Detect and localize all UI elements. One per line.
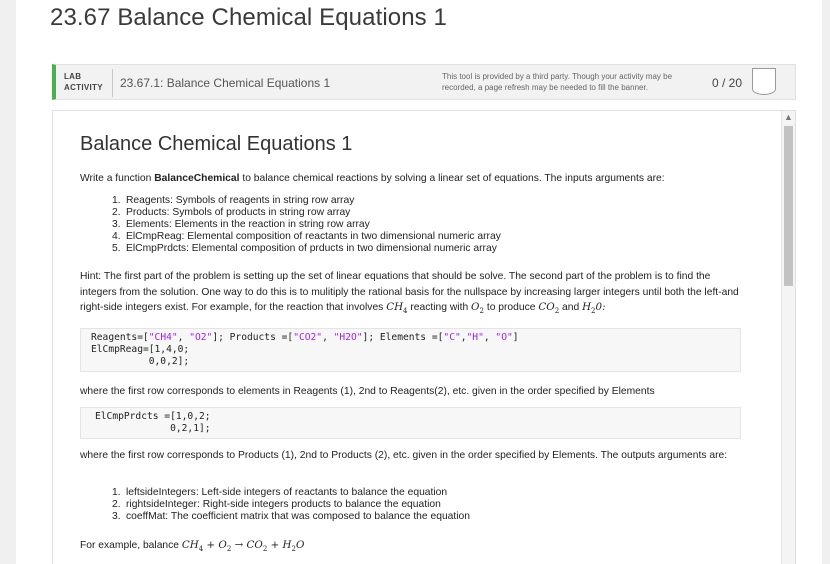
page-title: 23.67 Balance Chemical Equations 1 [50,4,447,31]
inputs-list [112,195,501,255]
hint-paragraph: Hint: The first part of the problem is setting up the set of linear equations that should be solve. The second part of the problem is to find the integers from the solution. One way to do this is to mulitiply the rational basis for the nullspace by increasing larger integers until both the left-and right-side integers exist. For example, for the reaction that involves $CH_4$ reacting with $O_2$ to produce $CO_2$ and $H_20$: [80,271,739,316]
vertical-scrollbar[interactable] [781,111,795,564]
formula-co2: $CO_2$ [538,301,560,316]
list-item: 3. coeffMat: The coefficient matrix that was composed to balance the equation [112,511,471,522]
activity-type-label [64,71,112,93]
example-equation: $CH_4 + O_2 \to CO_2 + H_2O$ [181,539,305,554]
products-note: where the first row corresponds to Products (1), 2nd to Products (2), etc. given in the order specified by Elements. The outputs arguments are: [80,450,728,461]
scroll-up-arrow-icon[interactable]: ▲ [784,112,793,122]
activity-score: 0 / 20 [712,76,743,90]
activity-type-line2: ACTIVITY [64,83,103,92]
scrollbar-thumb[interactable] [784,126,793,286]
activity-banner [52,64,796,100]
list-item: 2. rightsideInteger: Right-side integers products to balance the equation [112,499,441,510]
formula-o2: $O_2$ [471,301,484,316]
list-item: 3. Elements: Elements in the reaction in string row array [112,219,370,230]
intro-text-start: Write a function [80,173,155,184]
intro-paragraph [80,171,740,187]
list-item: 1. leftsideIntegers: Left-side integers of reactants to balance the equation [112,487,448,498]
list-item: 1. Reagents: Symbols of reagents in string row array [112,195,355,206]
lab-frame[interactable] [52,110,796,564]
code-block-products: ElCmpPrdcts =[1,0,2; 0,2,1]; [80,407,741,439]
example-line: For example, balance $CH_4 + O_2 \to CO_2 + H_2O$ [80,539,305,554]
list-item: 5. ElCmpPrdcts: Elemental composition of prducts in two dimensional numeric array [112,243,497,254]
formula-h2o: $H_20$: [582,301,606,316]
reagents-note: where the first row corresponds to elements in Reagents (1), 2nd to Reagents(2), etc. given in the order specified by Elements [80,386,655,397]
function-name: BalanceChemical [154,173,240,184]
banner-divider [112,69,113,97]
activity-name: 23.67.1: Balance Chemical Equations 1 [120,76,331,90]
formula-ch4: $CH_4$ [386,301,408,316]
intro-text-end: to balance chemical reactions by solving a linear set of equations. The inputs arguments are: [239,173,665,184]
content-heading: Balance Chemical Equations 1 [80,133,353,155]
outputs-list [112,487,470,523]
list-item: 2. Products: Symbols of products in string row array [112,207,351,218]
code-block-reagents: Reagents=["CH4", "O2"]; Products =["CO2", "H2O"]; Elements =["C","H", "O"] ElCmpReag=[1,4,0; 0,0,2]; [80,328,741,372]
list-item: 4. ElCmpReag: Elemental composition of reactants in two dimensional numeric array [112,231,501,242]
third-party-notice: This tool is provided by a third party. Though your activity may be recorded, a page refresh may be needed to fill the banner. [442,72,673,92]
lab-page [16,0,822,564]
activity-type-line1: LAB [64,72,82,81]
completion-badge-icon [752,68,776,95]
